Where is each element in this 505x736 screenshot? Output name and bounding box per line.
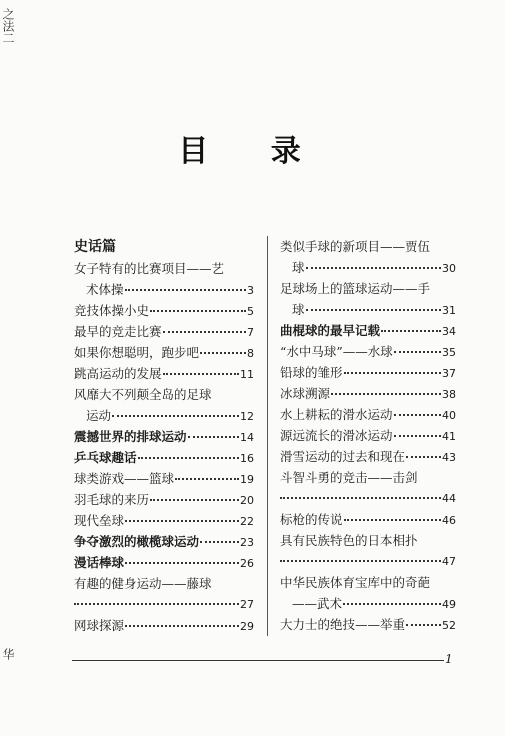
toc-entry <box>280 257 456 278</box>
toc-page-number: 26 <box>240 557 254 570</box>
toc-entry <box>280 404 456 425</box>
toc-page-number: 27 <box>240 598 254 611</box>
dot-leader <box>344 372 441 374</box>
dot-leader <box>125 562 239 564</box>
toc-page-number: 35 <box>442 346 456 359</box>
toc-page-number: 37 <box>442 367 456 380</box>
toc-entry <box>280 593 456 614</box>
toc-page-number: 29 <box>240 620 254 633</box>
toc-entry-title: 中华民族体育宝库中的奇葩 <box>280 575 431 590</box>
toc-entry-title: 羽毛球的来历 <box>74 492 150 507</box>
page-number: 1 <box>445 652 453 666</box>
dot-leader <box>406 624 441 626</box>
toc-page-number: 5 <box>247 305 254 318</box>
toc-page-number: 40 <box>442 409 456 422</box>
toc-entry <box>280 236 456 257</box>
toc-entry <box>280 299 456 320</box>
toc-entry-title: 球 <box>292 302 305 317</box>
toc-entry <box>74 279 254 300</box>
dot-leader <box>74 603 239 605</box>
toc-entry-title: 铅球的雏形 <box>280 365 343 380</box>
toc-page-number: 49 <box>442 598 456 611</box>
toc-entry <box>74 594 254 615</box>
toc-entry-title: 水上耕耘的滑水运动 <box>280 407 393 422</box>
toc-entry-title: 源远流长的滑冰运动 <box>280 428 393 443</box>
toc-entry <box>74 321 254 342</box>
toc-page-number: 52 <box>442 619 456 632</box>
dot-leader <box>125 625 239 627</box>
toc-entry <box>280 341 456 362</box>
dot-leader <box>163 373 239 375</box>
toc-entry-title: 冰球溯源 <box>280 386 331 401</box>
dot-leader <box>138 457 239 459</box>
dot-leader <box>306 309 441 311</box>
dot-leader <box>394 414 441 416</box>
toc-entry-title: 球类游戏——篮球 <box>74 471 175 486</box>
toc-entry <box>280 383 456 404</box>
toc-entry <box>74 405 254 426</box>
dot-leader <box>150 310 246 312</box>
toc-entry-title: 最早的竞走比赛 <box>74 324 162 339</box>
toc-entry <box>280 488 456 509</box>
toc-page-number: 47 <box>442 555 456 568</box>
dot-leader <box>150 499 239 501</box>
toc-entry <box>74 426 254 447</box>
toc-entry-title: 斗智斗勇的竞击——击剑 <box>280 470 418 485</box>
toc-page-number: 44 <box>442 492 456 505</box>
toc-entry-title: 标枪的传说 <box>280 512 343 527</box>
toc-entry <box>74 552 254 573</box>
toc-entry <box>280 467 456 488</box>
toc-entry-title: 现代垒球 <box>74 513 125 528</box>
dot-leader <box>394 351 441 353</box>
toc-entry <box>280 530 456 551</box>
toc-entry <box>74 384 254 405</box>
toc-entry <box>74 531 254 552</box>
page-title: 目 录 <box>178 134 327 169</box>
toc-entry <box>280 446 456 467</box>
toc-page-number: 41 <box>442 430 456 443</box>
toc-entry <box>280 320 456 341</box>
toc-entry-title: 网球探源 <box>74 618 125 633</box>
toc-entry-title: ——武术 <box>292 596 343 611</box>
toc-entry <box>280 509 456 530</box>
dot-leader <box>381 330 441 332</box>
toc-entry-title: 女子特有的比赛项目——艺 <box>74 261 225 276</box>
toc-entry <box>74 573 254 594</box>
toc-entry-title: 跳高运动的发展 <box>74 366 162 381</box>
toc-page-number: 30 <box>442 262 456 275</box>
dot-leader <box>125 520 239 522</box>
toc-entry <box>74 615 254 636</box>
toc-page-number: 8 <box>247 347 254 360</box>
toc-entry-title: 乒乓球趣话 <box>74 450 137 465</box>
toc-entry <box>74 363 254 384</box>
toc-entry-title: 球 <box>292 260 305 275</box>
toc-page-number: 46 <box>442 514 456 527</box>
toc-entry-title: 有趣的健身运动——藤球 <box>74 576 212 591</box>
dot-leader <box>344 519 441 521</box>
dot-leader <box>125 289 246 291</box>
toc-left-column <box>74 236 254 636</box>
toc-page-number: 12 <box>240 410 254 423</box>
edge-text-top: 之法二 <box>1 8 15 44</box>
toc-entry-title: 类似手球的新项目——贾伍 <box>280 239 431 254</box>
toc-entry <box>74 342 254 363</box>
toc-entry-title: 具有民族特色的日本相扑 <box>280 533 418 548</box>
dot-leader <box>112 415 239 417</box>
toc-page-number: 7 <box>247 326 254 339</box>
dot-leader <box>306 267 441 269</box>
column-divider <box>267 236 268 636</box>
toc-page-number: 19 <box>240 473 254 486</box>
dot-leader <box>200 352 246 354</box>
toc-entry-title: 如果你想聪明，跑步吧 <box>74 345 200 360</box>
toc-entry <box>74 468 254 489</box>
toc-entry <box>280 278 456 299</box>
dot-leader <box>175 478 239 480</box>
toc-entry <box>280 572 456 593</box>
toc-entry-title: 曲棍球的最早记载 <box>280 323 381 338</box>
toc-page-number: 3 <box>247 284 254 297</box>
toc-page-number: 20 <box>240 494 254 507</box>
toc-entry-title: 术体操 <box>86 282 124 297</box>
edge-text-bottom: 华 <box>1 648 15 660</box>
toc-entry <box>280 362 456 383</box>
dot-leader <box>280 560 441 562</box>
toc-page-number: 31 <box>442 304 456 317</box>
toc-entry-title: 竞技体操小史 <box>74 303 150 318</box>
toc-entry-title: 争夺激烈的橄榄球运动 <box>74 534 200 549</box>
toc-page-number: 22 <box>240 515 254 528</box>
toc-entry <box>74 489 254 510</box>
toc-entry-title: “水中马球”——水球 <box>280 344 393 359</box>
dot-leader <box>406 456 441 458</box>
toc-entry <box>74 300 254 321</box>
dot-leader <box>280 497 441 499</box>
toc-entry <box>74 258 254 279</box>
toc-page-number: 16 <box>240 452 254 465</box>
toc-entry <box>280 551 456 572</box>
dot-leader <box>343 603 441 605</box>
toc-entry <box>280 614 456 635</box>
toc-right-column <box>280 236 456 635</box>
toc-page-number: 43 <box>442 451 456 464</box>
toc-page-number: 38 <box>442 388 456 401</box>
dot-leader <box>163 331 246 333</box>
toc-page-number: 23 <box>240 536 254 549</box>
dot-leader <box>331 393 441 395</box>
toc-entry-title: 运动 <box>86 408 112 423</box>
toc-page-number: 14 <box>240 431 254 444</box>
section-heading: 史话篇 <box>74 239 116 255</box>
footer-rule <box>72 660 444 661</box>
dot-leader <box>188 436 239 438</box>
toc-page-number: 11 <box>240 368 254 381</box>
toc-entry-title: 风靡大不列颠全岛的足球 <box>74 387 212 402</box>
toc-page-number: 34 <box>442 325 456 338</box>
toc-entry <box>280 425 456 446</box>
toc-entry-title: 震撼世界的排球运动 <box>74 429 187 444</box>
toc-entry-title: 漫话棒球 <box>74 555 125 570</box>
toc-entry-title: 滑雪运动的过去和现在 <box>280 449 406 464</box>
toc-entry <box>74 510 254 531</box>
dot-leader <box>394 435 441 437</box>
toc-entry-title: 足球场上的篮球运动——手 <box>280 281 431 296</box>
toc-entry <box>74 447 254 468</box>
dot-leader <box>200 541 239 543</box>
toc-entry-title: 大力士的绝技——举重 <box>280 617 406 632</box>
